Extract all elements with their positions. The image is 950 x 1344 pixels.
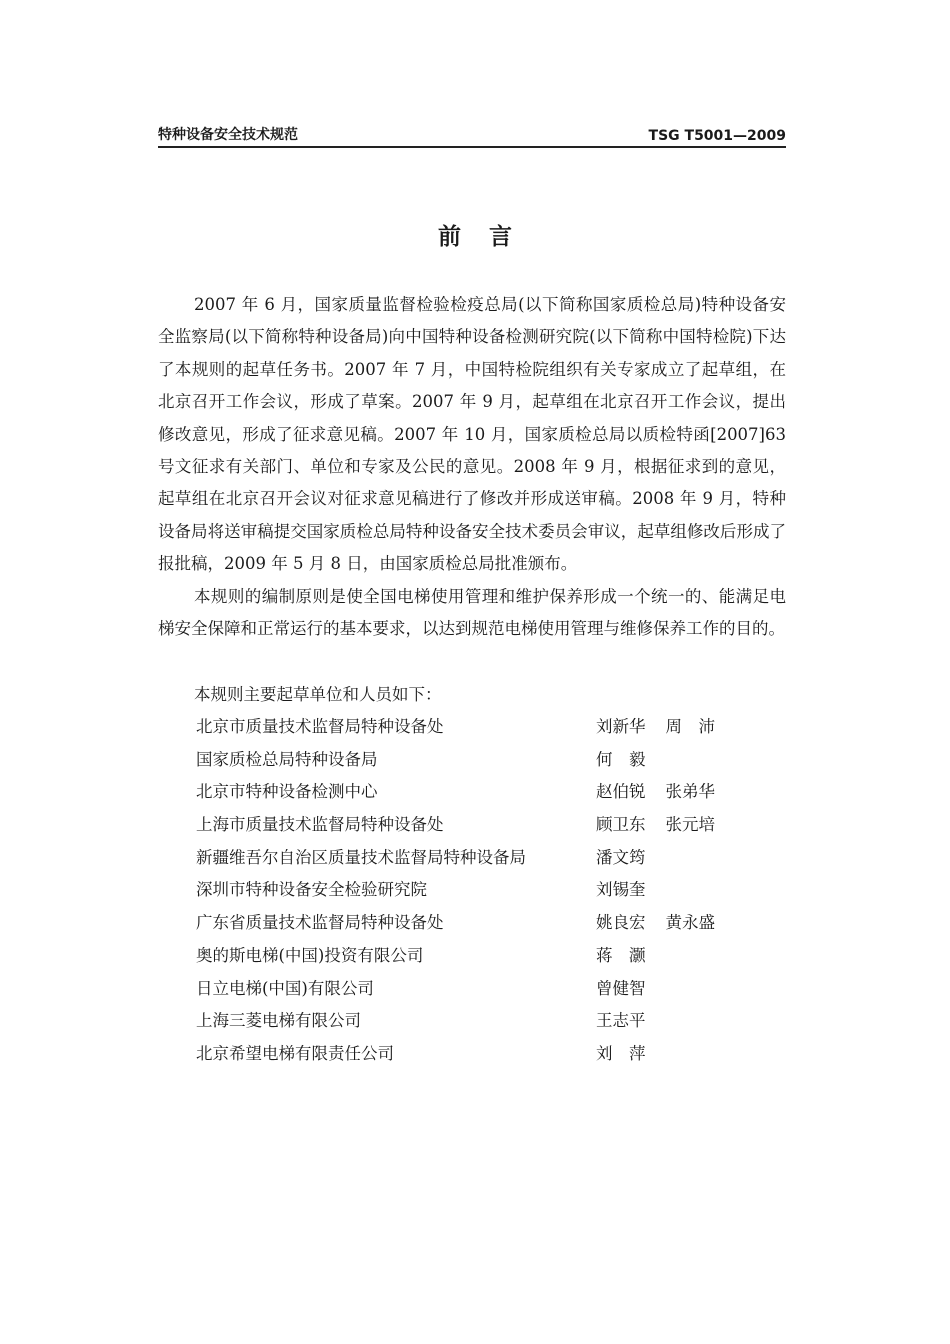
drafting-unit-people <box>596 940 666 973</box>
drafter-name: 刘新华 <box>596 717 646 736</box>
drafter-name: 周 沛 <box>665 717 715 736</box>
drafter-name: 何 毅 <box>596 749 646 769</box>
drafter-name: 赵伯锐 <box>596 782 646 802</box>
drafting-unit-people <box>596 711 735 744</box>
drafter-name: 姚良宏 <box>596 913 646 933</box>
drafting-unit-name: 新疆维吾尔自治区质量技术监督局特种设备局 <box>196 847 526 867</box>
drafting-unit-name: 国家质检总局特种设备局 <box>196 749 378 769</box>
running-header <box>158 124 786 148</box>
drafting-unit-people <box>596 907 735 940</box>
drafting-unit-people <box>596 776 735 809</box>
drafting-unit-people <box>596 809 735 842</box>
page-title: 前言 <box>438 223 540 250</box>
drafter-name: 刘锡奎 <box>596 880 646 900</box>
drafting-unit-name: 上海三菱电梯有限公司 <box>196 1011 361 1031</box>
drafting-unit-people <box>596 973 666 1006</box>
drafting-unit-people <box>596 744 666 777</box>
drafting-unit-people <box>596 1005 666 1038</box>
drafter-name: 刘 萍 <box>596 1043 646 1063</box>
drafting-unit-name: 北京市质量技术监督局特种设备处 <box>196 717 444 736</box>
drafter-name: 蒋 灏 <box>596 945 646 965</box>
drafting-unit-name: 奥的斯电梯(中国)投资有限公司 <box>196 945 424 965</box>
drafter-name: 张元培 <box>665 815 715 835</box>
drafter-name: 顾卫东 <box>596 815 646 835</box>
header-standard-number: TSG T5001—2009 <box>648 128 786 144</box>
drafter-name: 黄永盛 <box>665 913 715 933</box>
drafting-unit-name: 北京希望电梯有限责任公司 <box>196 1043 394 1063</box>
drafting-unit-people <box>596 874 666 907</box>
drafting-unit-name: 广东省质量技术监督局特种设备处 <box>196 913 444 933</box>
drafting-unit-name: 上海市质量技术监督局特种设备处 <box>196 815 444 835</box>
drafter-name: 张弟华 <box>665 782 715 802</box>
drafter-name: 王志平 <box>596 1011 646 1031</box>
header-series-title: 特种设备安全技术规范 <box>158 127 298 143</box>
drafting-unit-people <box>596 842 666 875</box>
foreword-paragraph-history: 2007 年 6 月，国家质量监督检验检疫总局(以下简称国家质检总局)特种设备安全监察局(以下简称特种设备局)向中国特种设备检测研究院(以下简称中国特检院)下达了本规则的起草任务书。2007 年 7 月，中国特检院组织有关专家成立了起草组，在北京召开工作会议，形成了草案。2007 年 9 月，起草组在北京召开工作会议，提出修改意见，形成了征求意见稿。2007 年 10 月，国家质检总局以质检特函[2007]63 号文征求有关部门、单位和专家及公民的意见。2008 年 9 月，根据征求到的意见，起草组在北京召开会议对征求意见稿进行了修改并形成送审稿。2008 年 9 月，特种设备局将送审稿提交国家质检总局特种设备安全技术委员会审议，起草组修改后形成了报批稿，2009 年 5 月 8 日，由国家质检总局批准颁布。 <box>158 295 786 574</box>
drafting-unit-people <box>596 1038 666 1071</box>
drafter-name: 曾健智 <box>596 978 646 998</box>
drafting-unit-name: 深圳市特种设备安全检验研究院 <box>196 880 427 900</box>
drafter-name: 潘文筠 <box>596 847 646 867</box>
drafting-unit-name: 北京市特种设备检测中心 <box>196 782 378 802</box>
drafting-unit-name: 日立电梯(中国)有限公司 <box>196 978 374 998</box>
foreword-paragraph-principle: 本规则的编制原则是使全国电梯使用管理和维护保养形成一个统一的、能满足电梯安全保障和正常运行的基本要求，以达到规范电梯使用管理与维修保养工作的目的。 <box>158 587 786 639</box>
drafters-intro: 本规则主要起草单位和人员如下： <box>194 685 442 704</box>
